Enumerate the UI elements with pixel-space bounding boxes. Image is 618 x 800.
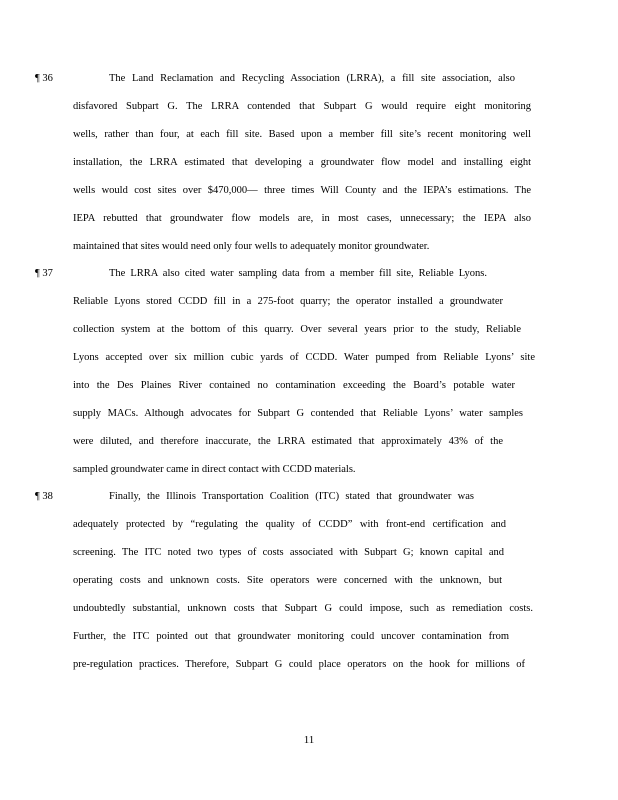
text-line: maintained that sites would need only four wells to adequately monitor groundwater. — [73, 241, 430, 252]
text-line: installation, the LRRA estimated that developing a groundwater flow model and installing eight — [73, 157, 531, 168]
text-line: collection system at the bottom of this quarry. Over several years prior to the study, Reliable — [73, 324, 521, 335]
text-line: pre-regulation practices. Therefore, Subpart G could place operators on the hook for millions of — [73, 659, 525, 670]
paragraph-number: ¶ 38 — [35, 491, 53, 502]
text-line: undoubtedly substantial, unknown costs that Subpart G could impose, such as remediation costs. — [73, 603, 533, 614]
text-line: Lyons accepted over six million cubic yards of CCDD. Water pumped from Reliable Lyons’ site — [73, 352, 535, 363]
text-line: sampled groundwater came in direct contact with CCDD materials. — [73, 464, 356, 475]
paragraph-number: ¶ 36 — [35, 73, 53, 84]
text-line: were diluted, and therefore inaccurate, the LRRA estimated that approximately 43% of the — [73, 436, 503, 447]
text-line: into the Des Plaines River contained no contamination exceeding the Board’s potable water — [73, 380, 515, 391]
text-line: wells, rather than four, at each fill site. Based upon a member fill site’s recent monitoring well — [73, 129, 531, 140]
text-line: disfavored Subpart G. The LRRA contended that Subpart G would require eight monitoring — [73, 101, 531, 112]
text-line: The Land Reclamation and Recycling Association (LRRA), a fill site association, also — [109, 73, 515, 84]
text-line: adequately protected by “regulating the quality of CCDD” with front-end certification and — [73, 519, 506, 530]
page-number: 11 — [303, 734, 315, 746]
paragraph-number: ¶ 37 — [35, 268, 53, 279]
text-line: operating costs and unknown costs. Site operators were concerned with the unknown, but — [73, 575, 502, 586]
text-line: Finally, the Illinois Transportation Coalition (ITC) stated that groundwater was — [109, 491, 474, 502]
text-line: IEPA rebutted that groundwater flow models are, in most cases, unnecessary; the IEPA also — [73, 213, 531, 224]
text-line: wells would cost sites over $470,000— three times Will County and the IEPA’s estimations. The — [73, 185, 531, 196]
text-line: The LRRA also cited water sampling data from a member fill site, Reliable Lyons. — [109, 268, 487, 279]
text-line: screening. The ITC noted two types of costs associated with Subpart G; known capital and — [73, 547, 504, 558]
text-line: supply MACs. Although advocates for Subpart G contended that Reliable Lyons’ water samples — [73, 408, 523, 419]
text-line: Reliable Lyons stored CCDD fill in a 275-foot quarry; the operator installed a groundwater — [73, 296, 503, 307]
text-line: Further, the ITC pointed out that groundwater monitoring could uncover contamination from — [73, 631, 509, 642]
